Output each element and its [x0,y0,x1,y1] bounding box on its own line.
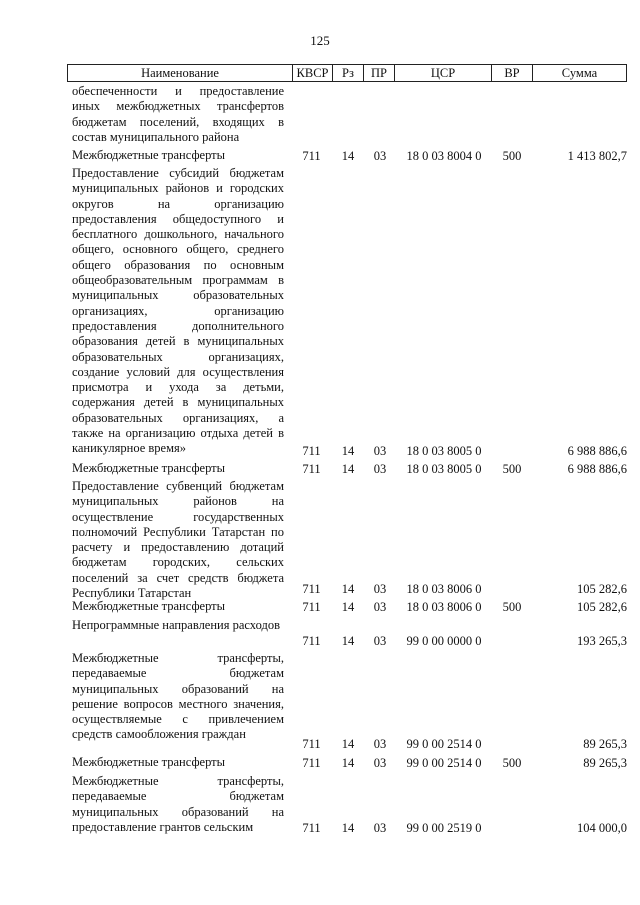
row-sum: 105 282,6 [577,581,627,596]
row-pr: 03 [373,599,387,614]
row-csr: 18 0 03 8005 0 [406,443,482,458]
row-name: Непрограммные направления расходов [72,618,280,632]
row-kvsr: 711 [302,820,321,835]
row-rz: 14 [341,755,355,770]
row-name: обеспеченности и предоставление иных межбюджетных трансфертов бюджетам поселений, входящих в состав муниципального района [72,84,284,144]
header-kvsr: КВСР [292,65,332,81]
row-sum: 104 000,0 [577,820,627,835]
row-name: Межбюджетные трансферты [72,599,226,613]
header-csr: ЦСР [394,65,491,81]
row-name: Межбюджетные трансферты [72,755,226,769]
table-row [0,461,640,477]
header-pr: ПР [363,65,394,81]
row-sum: 6 988 886,6 [567,461,627,476]
row-name: Межбюджетные трансферты [72,461,226,475]
row-sum: 1 413 802,7 [567,148,627,163]
row-csr: 18 0 03 8005 0 [406,461,482,476]
row-vr: 500 [502,148,522,163]
row-rz: 14 [341,599,355,614]
row-kvsr: 711 [302,461,321,476]
row-pr: 03 [373,820,387,835]
table-row [0,166,640,459]
table-row [0,599,640,615]
header-rz: Рз [332,65,363,81]
row-pr: 03 [373,461,387,476]
row-name: Межбюджетные трансферты [72,148,226,162]
row-vr: 500 [502,599,522,614]
row-rz: 14 [341,443,355,458]
row-sum: 193 265,3 [577,633,627,648]
row-name: Межбюджетные трансферты, передаваемые бюджетам муниципальных образований на решение вопросов местного значения, осуществляемые с привлечением средств самообложения граждан [72,651,284,742]
table-row [0,651,640,752]
row-name: Межбюджетные трансферты, передаваемые бюджетам муниципальных образований на предоставление грантов сельским [72,774,284,834]
row-kvsr: 711 [302,736,321,751]
row-csr: 18 0 03 8006 0 [406,581,482,596]
row-pr: 03 [373,755,387,770]
row-kvsr: 711 [302,633,321,648]
table-row [0,148,640,164]
header-sum: Сумма [532,65,626,81]
row-pr: 03 [373,581,387,596]
row-rz: 14 [341,820,355,835]
row-vr: 500 [502,461,522,476]
row-kvsr: 711 [302,443,321,458]
row-name: Предоставление субсидий бюджетам муниципальных районов и городских округов на организацию предоставления общедоступного и бесплатного дошкольного, начального общего, основного общего, среднего общего образования по основным общеобразовательным программам в муниципальных образовательных организациях, организацию предоставления дополнительного образования детей в муниципальных образовательных организациях, создание условий для осуществления присмотра и ухода за детьми, содержания детей в муниципальных образовательных организациях, а также на организацию отдыха детей в каникулярное время» [72,166,284,456]
row-csr: 99 0 00 2514 0 [406,736,482,751]
row-pr: 03 [373,736,387,751]
row-kvsr: 711 [302,581,321,596]
row-vr: 500 [502,755,522,770]
table-row [0,84,640,146]
table-row [0,774,640,836]
row-rz: 14 [341,148,355,163]
row-rz: 14 [341,736,355,751]
row-rz: 14 [341,633,355,648]
table-row [0,479,640,601]
page-number: 125 [310,33,330,48]
header-vr: ВР [491,65,532,81]
row-kvsr: 711 [302,599,321,614]
row-csr: 99 0 00 0000 0 [406,633,482,648]
row-csr: 18 0 03 8004 0 [406,148,482,163]
row-sum: 6 988 886,6 [567,443,627,458]
row-sum: 105 282,6 [577,599,627,614]
row-rz: 14 [341,581,355,596]
table-row [0,618,640,649]
row-sum: 89 265,3 [583,736,627,751]
row-csr: 99 0 00 2519 0 [406,820,482,835]
row-csr: 99 0 00 2514 0 [406,755,482,770]
table-header [67,64,627,82]
row-kvsr: 711 [302,148,321,163]
header-name: Наименование [141,66,219,80]
row-pr: 03 [373,148,387,163]
row-kvsr: 711 [302,755,321,770]
row-sum: 89 265,3 [583,755,627,770]
row-pr: 03 [373,443,387,458]
row-rz: 14 [341,461,355,476]
table-row [0,755,640,771]
row-csr: 18 0 03 8006 0 [406,599,482,614]
row-name: Предоставление субвенций бюджетам муниципальных районов на осуществление государственных полномочий Республики Татарстан по расчету и предоставлению дотаций бюджетам городских, сельских поселений за счет средств бюджета Республики Татарстан [72,479,284,601]
row-pr: 03 [373,633,387,648]
